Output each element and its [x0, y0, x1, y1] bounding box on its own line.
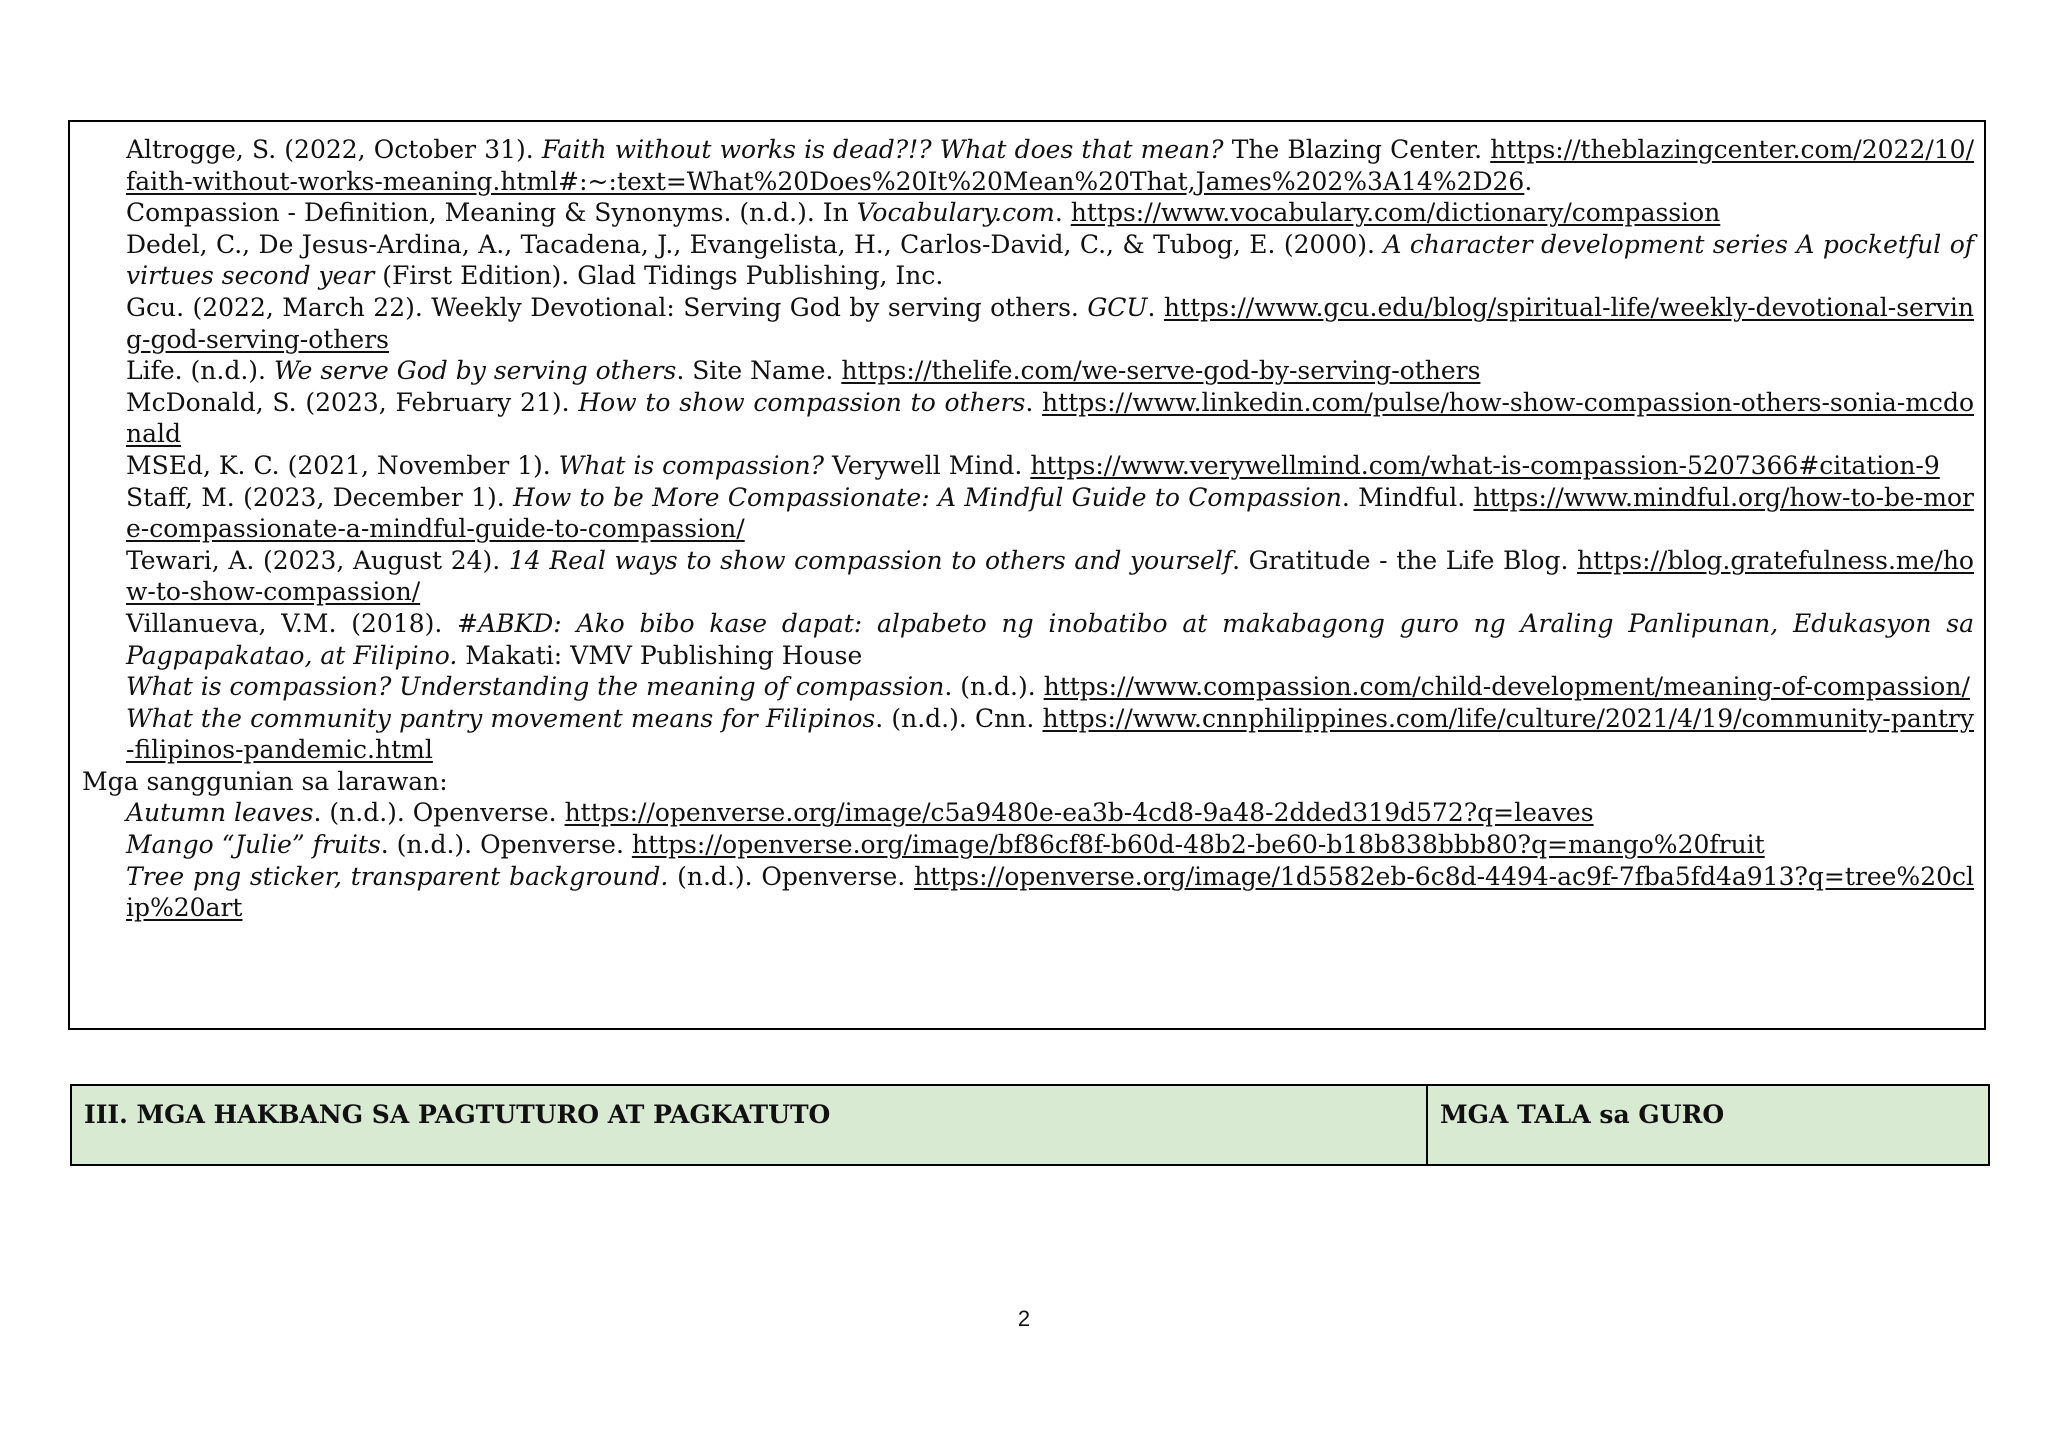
reference-title: #ABKD: Ako bibo kase dapat: alpabeto ng inobatibo at makabagong guro ng Araling Panlipunan, Edukasyon sa Pagpapakatao, at Filipino.: [126, 608, 1974, 670]
references-box: [68, 120, 1986, 1030]
reference-entry: [82, 450, 1974, 482]
reference-entry: [82, 387, 1974, 450]
reference-entry: [82, 703, 1974, 766]
reference-entry: [82, 134, 1974, 197]
reference-entry: [82, 861, 1974, 924]
reference-source: . Gratitude - the Life Blog.: [1232, 545, 1578, 575]
reference-author-date: Compassion - Definition, Meaning & Synonyms. (n.d.). In: [126, 198, 857, 228]
reference-author-date: Staff, M. (2023, December 1).: [126, 482, 514, 512]
reference-source: .: [1147, 292, 1164, 322]
reference-source: . Site Name.: [676, 356, 842, 386]
reference-link[interactable]: https://theblazingcenter.com/2022/10/faith-without-works-meaning.html#:~:text=What%20Does%20It%20Mean%20That,James%202%3A14%2D26: [126, 135, 1975, 196]
teaching-steps-table: [70, 1084, 1990, 1166]
reference-author-date: Dedel, C., De Jesus-Ardina, A., Tacadena, J., Evangelista, H., Carlos-David, C., & Tubog, E. (2000).: [126, 229, 1384, 259]
reference-link[interactable]: https://blog.gratefulness.me/how-to-show-compassion/: [126, 545, 1974, 607]
image-reference-list: [82, 797, 1974, 923]
reference-title: Tree png sticker, transparent background.: [126, 861, 669, 891]
reference-author-date: Villanueva, V.M. (2018).: [126, 608, 458, 638]
reference-source: .: [1025, 387, 1043, 417]
reference-title: How to show compassion to others: [578, 387, 1026, 417]
reference-link[interactable]: https://www.linkedin.com/pulse/how-show-compassion-others-sonia-mcdonald: [126, 387, 1974, 449]
reference-entry: [82, 671, 1974, 703]
reference-link[interactable]: https://www.mindful.org/how-to-be-more-compassionate-a-mindful-guide-to-compassion/: [126, 482, 1974, 544]
reference-link[interactable]: https://openverse.org/image/bf86cf8f-b60d-48b2-be60-b18b838bbb80?q=mango%20fruit: [631, 830, 1765, 860]
reference-link[interactable]: https://www.cnnphilippines.com/life/culture/2021/4/19/community-pantry-filipinos-pandemic.html: [126, 703, 1974, 765]
reference-title: GCU: [1087, 292, 1148, 322]
reference-entry: [82, 229, 1974, 292]
reference-entry: [82, 197, 1974, 229]
reference-source: . (n.d.). Openverse.: [313, 798, 565, 828]
reference-link[interactable]: https://openverse.org/image/1d5582eb-6c8d-4494-ac9f-7fba5fd4a913?q=tree%20clip%20art: [126, 861, 1974, 923]
reference-title: How to be More Compassionate: A Mindful Guide to Compassion: [513, 482, 1342, 512]
reference-author-date: Altrogge, S. (2022, October 31).: [126, 135, 542, 164]
reference-source: Verywell Mind.: [824, 450, 1031, 480]
reference-source: . (n.d.). Cnn.: [875, 703, 1043, 733]
reference-list: [82, 134, 1974, 766]
reference-link[interactable]: https://www.gcu.edu/blog/spiritual-life/weekly-devotional-serving-god-serving-others: [126, 292, 1974, 354]
reference-link[interactable]: https://www.compassion.com/child-development/meaning-of-compassion/: [1043, 672, 1970, 702]
page-number: 2: [1017, 1306, 1031, 1331]
image-references-heading: Mga sanggunian sa larawan:: [82, 766, 448, 796]
reference-title: What is compassion? Understanding the meaning of compassion: [126, 672, 945, 702]
reference-source: The Blazing Center.: [1223, 135, 1491, 164]
reference-source: . (n.d.). Openverse.: [380, 830, 632, 860]
reference-title: 14 Real ways to show compassion to others and yourself: [508, 545, 1233, 575]
reference-link[interactable]: https://openverse.org/image/c5a9480e-ea3b-4cd8-9a48-2dded319d572?q=leaves: [564, 798, 1594, 828]
reference-entry: [82, 797, 1974, 829]
reference-link[interactable]: https://thelife.com/we-serve-god-by-serving-others: [841, 356, 1481, 386]
reference-source: (First Edition). Glad Tidings Publishing, Inc.: [374, 261, 944, 291]
reference-entry: [82, 608, 1974, 671]
reference-entry: [82, 545, 1974, 608]
reference-source: . (n.d.).: [944, 672, 1044, 702]
reference-entry: [82, 482, 1974, 545]
reference-author-date: MSEd, K. C. (2021, November 1).: [126, 450, 559, 480]
reference-link[interactable]: https://www.vocabulary.com/dictionary/compassion: [1070, 198, 1721, 228]
reference-title: Faith without works is dead?!? What does that mean?: [541, 135, 1224, 164]
teacher-notes-header-cell: MGA TALA sa GURO: [1440, 1100, 1725, 1129]
reference-title: Vocabulary.com: [856, 198, 1055, 228]
reference-title: What is compassion?: [558, 450, 825, 480]
reference-author-date: Gcu. (2022, March 22). Weekly Devotional: Serving God by serving others.: [126, 292, 1088, 322]
reference-tail: .: [1524, 166, 1533, 196]
steps-header-cell: III. MGA HAKBANG SA PAGTUTURO AT PAGKATUTO: [72, 1086, 1428, 1164]
reference-source: (n.d.). Openverse.: [668, 861, 915, 891]
reference-title: A character development series A pocketful of virtues second year: [126, 229, 1974, 291]
reference-title: Autumn leaves: [126, 798, 314, 828]
reference-entry: [82, 292, 1974, 355]
reference-title: What the community pantry movement means for Filipinos: [126, 703, 876, 733]
reference-title: Mango “Julie” fruits: [126, 830, 381, 860]
reference-author-date: Tewari, A. (2023, August 24).: [126, 545, 509, 575]
reference-author-date: McDonald, S. (2023, February 21).: [126, 387, 579, 417]
reference-entry: [82, 829, 1974, 861]
reference-entry: [82, 355, 1974, 387]
reference-source: Makati: VMV Publishing House: [457, 640, 863, 670]
reference-link[interactable]: https://www.verywellmind.com/what-is-compassion-5207366#citation-9: [1030, 450, 1940, 480]
reference-source: .: [1054, 198, 1071, 228]
reference-source: . Mindful.: [1341, 482, 1474, 512]
reference-author-date: Life. (n.d.).: [126, 356, 274, 386]
reference-title: We serve God by serving others: [273, 356, 677, 386]
